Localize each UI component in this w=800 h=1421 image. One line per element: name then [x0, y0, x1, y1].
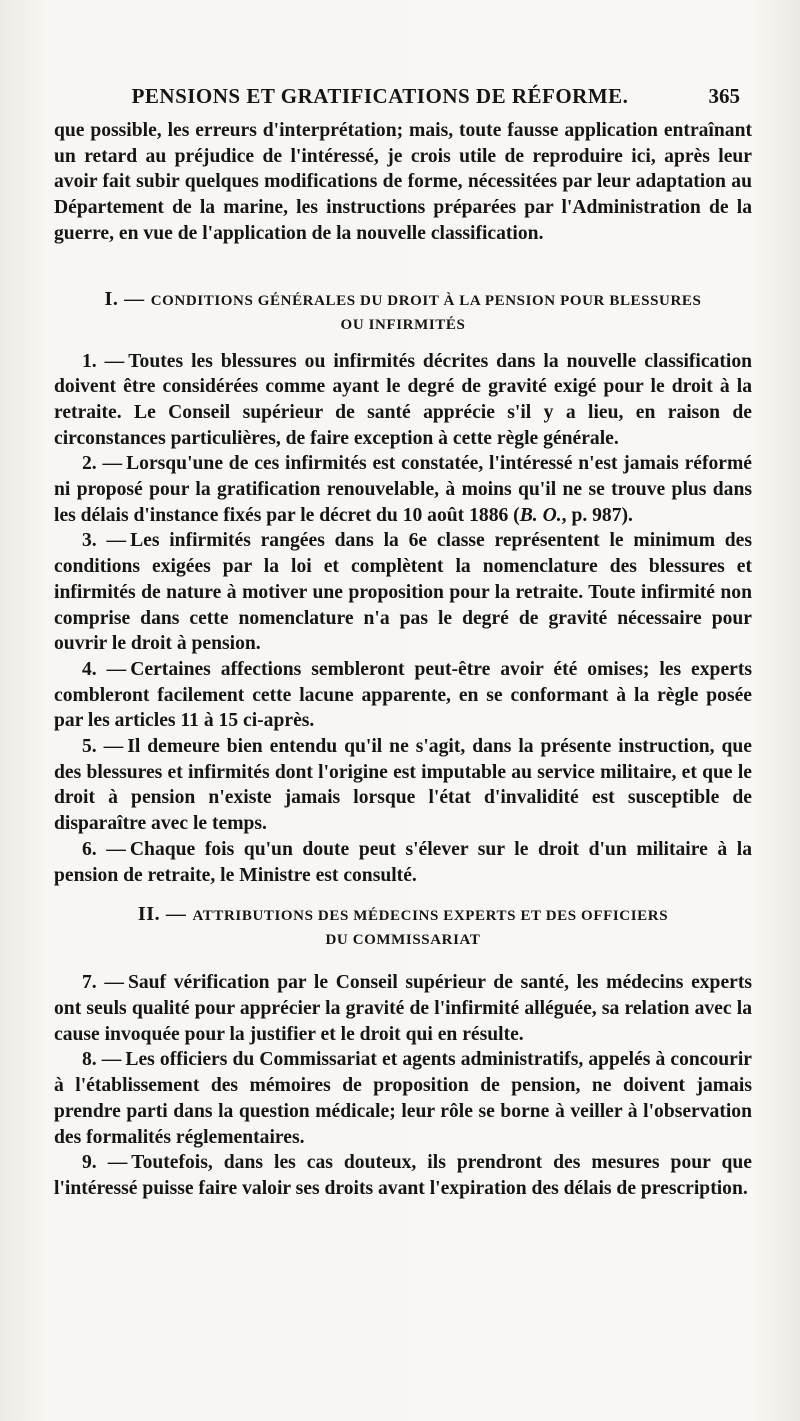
- section-title-2-line2: DU COMMISSARIAT: [325, 932, 481, 949]
- article-8: [54, 1047, 752, 1150]
- article-5: [54, 734, 752, 837]
- article-text: Toutefois, dans les cas douteux, ils prendront des mesures pour que l'intéressé puisse faire valoir ses droits avant l'expiration des délais de prescription.: [54, 1152, 752, 1199]
- article-text: Il demeure bien entendu qu'il ne s'agit, dans la présente instruction, que des blessures et infirmités dont l'origine est imputable au service militaire, et que le droit à pension n'existe jamais lorsque l'état d'invalidité est susceptible de disparaître avec le temps.: [54, 736, 753, 835]
- section-title-1-line1: CONDITIONS GÉNÉRALES DU DROIT À LA PENSION POUR BLESSURES: [150, 292, 702, 309]
- running-title: PENSIONS ET GRATIFICATIONS DE RÉFORME.: [131, 84, 629, 108]
- article-number: 9. —: [82, 1152, 128, 1174]
- bulletin-reference: B. O.: [519, 504, 562, 526]
- section-title-2-line1: ATTRIBUTIONS DES MÉDECINS EXPERTS ET DES OFFICIERS: [192, 908, 669, 925]
- article-number: 7. —: [82, 972, 124, 994]
- article-text: Les infirmités rangées dans la 6e classe représentent le minimum des conditions exigées par la loi et complètent la nomenclature des blessures et infirmités de nature à motiver une proposition pour la retraite. Toute infirmité non comprise dans cette nomenclature n'a pas le degré de gravité nécessaire pour ouvrir le droit à pension.: [54, 530, 753, 655]
- intro-paragraph: que possible, les erreurs d'interprétation; mais, toute fausse application entraînant un retard au préjudice de l'intéressé, je crois utile de reproduire ici, après leur avoir fait subir quelques modifications de forme, nécessitées par leur adaptation au Département de la marine, les instructions préparées par l'Administration de la guerre, en vue de l'application de la nouvelle classification.: [54, 120, 752, 244]
- article-number: 6. —: [82, 838, 126, 860]
- article-number: 2. —: [82, 453, 123, 475]
- article-2: [54, 451, 752, 528]
- article-number: 5. —: [82, 736, 124, 758]
- article-1: [54, 349, 752, 452]
- article-9: [54, 1150, 752, 1201]
- article-7: [54, 970, 752, 1047]
- article-text: Certaines affections sembleront peut-être avoir été omises; les experts combleront facilement cette lacune apparente, en se conformant à la règle posée par les articles 11 à 15 ci-après.: [54, 658, 752, 732]
- article-6: [54, 837, 752, 888]
- article-text: Les officiers du Commissariat et agents administratifs, appelés à concourir à l'établissement des mémoires de proposition de pension, ne doivent jamais prendre parti dans la question médicale; leur rôle se borne à veiller à l'observation des formalités réglementaires.: [54, 1049, 753, 1148]
- article-number: 4. —: [82, 658, 127, 680]
- article-4: [54, 657, 752, 734]
- section-number-1: I. —: [104, 287, 145, 310]
- article-3: [54, 528, 752, 657]
- article-text: Sauf vérification par le Conseil supérieur de santé, les médecins experts ont seuls qualité pour apprécier la gravité de l'infirmité alléguée, sa relation avec la cause invoquée pour la justifier et le droit qui en résulte.: [54, 972, 752, 1045]
- section-number-2: II. —: [137, 903, 187, 926]
- section-title-1-line2: OU INFIRMITÉS: [340, 316, 466, 333]
- article-text: Lorsqu'une de ces infirmités est constatée, l'intéressé n'est jamais réformé ni proposé pour la gratification renouvelable, à moins qu'il ne se trouve plus dans les délais d'instance fixés par le décret du 10 août 1886 (: [54, 453, 753, 526]
- article-text: Chaque fois qu'un doute peut s'élever sur le droit d'un militaire à la pension de retraite, le Ministre est consulté.: [54, 838, 753, 886]
- article-text-end: , p. 987).: [561, 504, 633, 526]
- section-heading-1: [54, 287, 752, 337]
- section-heading-2: [54, 902, 752, 952]
- article-number: 3. —: [82, 530, 127, 552]
- article-number: 1. —: [82, 350, 125, 372]
- article-text: Toutes les blessures ou infirmités décrites dans la nouvelle classification doivent être considérées comme ayant le degré de gravité exigé pour le droit à la retraite. Le Conseil supérieur de santé apprécie s'il y a lieu, en raison de circonstances particulières, de faire exception à cette règle générale.: [54, 350, 753, 449]
- article-number: 8. —: [82, 1049, 122, 1071]
- page-number: 365: [708, 84, 740, 108]
- page-header: [0, 84, 800, 118]
- body-text: [54, 118, 752, 1202]
